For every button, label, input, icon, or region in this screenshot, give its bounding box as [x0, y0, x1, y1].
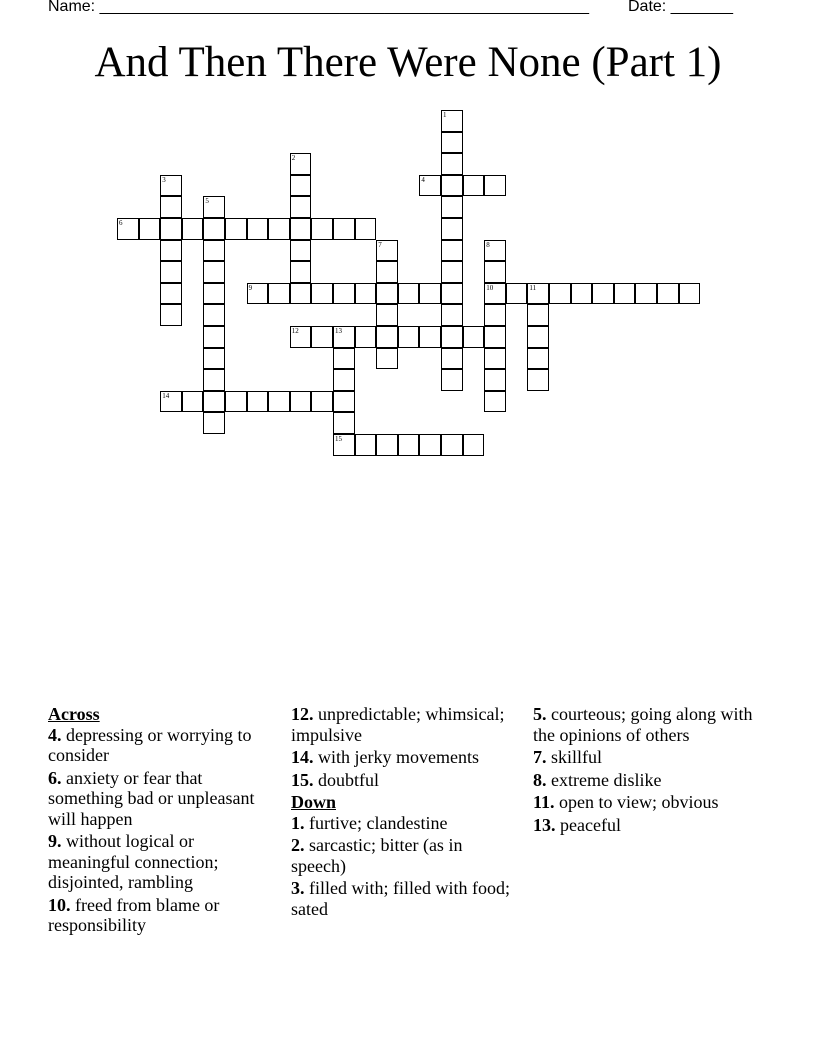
clue-across-4	[48, 725, 273, 766]
clue-down-7	[533, 747, 773, 768]
crossword-cell[interactable]	[398, 434, 420, 456]
crossword-cell[interactable]	[419, 175, 441, 197]
crossword-cell[interactable]	[527, 348, 549, 370]
crossword-cell[interactable]	[484, 326, 506, 348]
crossword-cell[interactable]	[527, 283, 549, 305]
crossword-cell[interactable]	[268, 391, 290, 413]
crossword-cell[interactable]	[333, 218, 355, 240]
clue-number: 13.	[533, 814, 556, 835]
cell-number: 13	[335, 327, 342, 335]
crossword-cell[interactable]	[635, 283, 657, 305]
crossword-cell[interactable]	[441, 304, 463, 326]
crossword-cell[interactable]	[290, 175, 312, 197]
crossword-cell[interactable]	[247, 283, 269, 305]
crossword-cell[interactable]	[484, 175, 506, 197]
clue-text: freed from blame or responsibility	[48, 894, 220, 935]
clue-number: 14.	[291, 747, 314, 767]
crossword-cell[interactable]	[419, 434, 441, 456]
crossword-cell[interactable]	[441, 261, 463, 283]
page-title: And Then There Were None (Part 1)	[94, 39, 722, 86]
crossword-cell[interactable]	[484, 240, 506, 262]
crossword-cell[interactable]	[463, 326, 485, 348]
crossword-cell[interactable]	[441, 175, 463, 197]
clue-across-9	[48, 831, 273, 893]
crossword-cell[interactable]	[527, 369, 549, 391]
crossword-cell[interactable]	[333, 283, 355, 305]
clue-text: filled with; filled with food; sated	[291, 878, 510, 919]
crossword-cell[interactable]	[247, 391, 269, 413]
crossword-cell[interactable]	[160, 196, 182, 218]
clue-text: unpredictable; whimsical; impulsive	[291, 704, 505, 745]
clue-number: 8.	[533, 769, 547, 790]
clue-down-5	[533, 704, 773, 745]
crossword-cell[interactable]	[571, 283, 593, 305]
crossword-cell[interactable]	[117, 218, 139, 240]
clue-down-3	[291, 878, 516, 919]
crossword-cell[interactable]	[441, 196, 463, 218]
crossword-cell[interactable]	[225, 391, 247, 413]
crossword-cell[interactable]	[290, 240, 312, 262]
crossword-cell[interactable]	[160, 261, 182, 283]
crossword-grid	[0, 0, 816, 470]
clue-text: anxiety or fear that something bad or unpleasant will happen	[48, 767, 255, 829]
crossword-cell[interactable]	[441, 348, 463, 370]
crossword-cell[interactable]	[160, 283, 182, 305]
crossword-cell[interactable]	[203, 240, 225, 262]
cell-number: 1	[443, 111, 447, 119]
cell-number: 12	[291, 327, 299, 335]
clue-number: 4.	[48, 724, 62, 745]
crossword-cell[interactable]	[484, 304, 506, 326]
crossword-cell[interactable]	[419, 283, 441, 305]
crossword-cell[interactable]	[311, 218, 333, 240]
clue-number: 10.	[48, 894, 71, 915]
crossword-cell[interactable]	[484, 283, 506, 305]
clue-across-12	[291, 704, 516, 745]
crossword-cell[interactable]	[203, 196, 225, 218]
across-heading: Across	[48, 704, 100, 724]
clue-text: skillful	[551, 747, 603, 767]
cell-number: 9	[248, 283, 253, 292]
crossword-cell[interactable]	[203, 304, 225, 326]
crossword-cell[interactable]	[333, 412, 355, 434]
crossword-cell[interactable]	[376, 261, 398, 283]
crossword-cell[interactable]	[290, 261, 312, 283]
clue-text: sarcastic; bitter (as in speech)	[291, 835, 463, 876]
crossword-cell[interactable]	[441, 326, 463, 348]
crossword-cell[interactable]	[614, 283, 636, 305]
crossword-cell[interactable]	[376, 434, 398, 456]
cell-number: 5	[205, 197, 209, 206]
crossword-cell[interactable]	[376, 283, 398, 305]
clue-number: 1.	[291, 812, 305, 833]
crossword-cell[interactable]	[441, 132, 463, 154]
crossword-cell[interactable]	[160, 240, 182, 262]
clue-number: 12.	[291, 704, 314, 724]
cell-number: 11	[529, 283, 537, 292]
crossword-cell[interactable]	[290, 391, 312, 413]
clue-text: peaceful	[560, 814, 621, 835]
crossword-cell[interactable]	[203, 412, 225, 434]
cell-number: 4	[421, 175, 425, 184]
crossword-cell[interactable]	[203, 283, 225, 305]
cell-number: 7	[378, 240, 382, 249]
crossword-cell[interactable]	[290, 326, 312, 348]
crossword-cell[interactable]	[182, 391, 204, 413]
cell-number: 10	[486, 283, 494, 292]
crossword-cell[interactable]	[203, 261, 225, 283]
crossword-cell[interactable]	[311, 391, 333, 413]
crossword-cell[interactable]	[203, 369, 225, 391]
crossword-cell[interactable]	[139, 218, 161, 240]
crossword-cell[interactable]	[355, 218, 377, 240]
crossword-cell[interactable]	[549, 283, 571, 305]
crossword-cell[interactable]	[441, 218, 463, 240]
clue-number: 6.	[48, 767, 62, 788]
crossword-cell[interactable]	[376, 304, 398, 326]
crossword-cell[interactable]	[290, 283, 312, 305]
crossword-cell[interactable]	[355, 326, 377, 348]
crossword-cell[interactable]	[203, 348, 225, 370]
crossword-cell[interactable]	[182, 218, 204, 240]
crossword-cell[interactable]	[311, 326, 333, 348]
crossword-cell[interactable]	[333, 391, 355, 413]
crossword-cell[interactable]	[679, 283, 701, 305]
crossword-cell[interactable]	[376, 326, 398, 348]
clue-down-1	[291, 813, 516, 834]
crossword-cell[interactable]	[333, 369, 355, 391]
crossword-cell[interactable]	[419, 326, 441, 348]
crossword-cell[interactable]	[527, 304, 549, 326]
crossword-cell[interactable]	[527, 326, 549, 348]
crossword-cell[interactable]	[441, 369, 463, 391]
crossword-cell[interactable]	[160, 391, 182, 413]
crossword-cell[interactable]	[268, 218, 290, 240]
crossword-cell[interactable]	[225, 218, 247, 240]
crossword-cell[interactable]	[441, 240, 463, 262]
clue-text: depressing or worrying to consider	[48, 724, 252, 765]
name-field-label: Name: _______________________________________________________	[48, 0, 589, 15]
clue-down-8	[533, 770, 773, 791]
crossword-cell[interactable]	[441, 434, 463, 456]
crossword-cell[interactable]	[484, 348, 506, 370]
clue-text: furtive; clandestine	[309, 812, 448, 833]
clue-down-13	[533, 815, 773, 836]
clue-text: doubtful	[318, 769, 379, 790]
clue-number: 5.	[533, 704, 547, 724]
clue-across-6	[48, 768, 273, 830]
crossword-cell[interactable]	[484, 261, 506, 283]
clue-down-2	[291, 835, 516, 876]
crossword-cell[interactable]	[376, 240, 398, 262]
crossword-cell[interactable]	[592, 283, 614, 305]
crossword-cell[interactable]	[376, 348, 398, 370]
crossword-cell[interactable]	[657, 283, 679, 305]
clue-across-15	[291, 770, 516, 791]
clue-down-11	[533, 792, 773, 813]
cell-number: 8	[486, 240, 490, 249]
clue-text: extreme dislike	[551, 769, 662, 790]
clue-across-14	[291, 747, 516, 768]
cell-number: 3	[162, 175, 166, 184]
date-field-label: Date: _______	[628, 0, 733, 15]
clue-number: 7.	[533, 747, 547, 767]
crossword-cell[interactable]	[463, 175, 485, 197]
clue-text: without logical or meaningful connection; disjointed, rambling	[48, 831, 219, 892]
down-heading: Down	[291, 792, 337, 812]
crossword-cell[interactable]	[311, 283, 333, 305]
crossword-cell[interactable]	[333, 326, 355, 348]
clue-column-3	[533, 704, 773, 837]
clue-number: 9.	[48, 831, 62, 851]
crossword-cell[interactable]	[203, 218, 225, 240]
crossword-cell[interactable]	[203, 326, 225, 348]
cell-number: 15	[335, 435, 342, 443]
clue-number: 2.	[291, 835, 305, 855]
crossword-cell[interactable]	[290, 218, 312, 240]
crossword-cell[interactable]	[333, 434, 355, 456]
clue-text: open to view; obvious	[559, 792, 719, 812]
crossword-cell[interactable]	[441, 283, 463, 305]
crossword-cell[interactable]	[484, 369, 506, 391]
clue-across-10	[48, 895, 273, 936]
crossword-cell[interactable]	[247, 218, 269, 240]
crossword-cell[interactable]	[333, 348, 355, 370]
clue-text: courteous; going along with the opinions of others	[533, 704, 753, 745]
crossword-cell[interactable]	[355, 283, 377, 305]
crossword-cell[interactable]	[441, 153, 463, 175]
crossword-cell[interactable]	[463, 434, 485, 456]
crossword-cell[interactable]	[160, 175, 182, 197]
cell-number: 6	[119, 219, 123, 227]
crossword-cell[interactable]	[398, 326, 420, 348]
crossword-cell[interactable]	[484, 391, 506, 413]
crossword-cell[interactable]	[290, 153, 312, 175]
crossword-cell[interactable]	[398, 283, 420, 305]
clue-text: with jerky movements	[318, 747, 479, 767]
clue-column-1	[48, 704, 273, 938]
crossword-cell[interactable]	[268, 283, 290, 305]
crossword-cell[interactable]	[160, 218, 182, 240]
clue-column-2	[291, 704, 516, 921]
cell-number: 2	[291, 154, 296, 163]
cell-number: 14	[162, 391, 170, 400]
crossword-cell[interactable]	[160, 304, 182, 326]
crossword-cell[interactable]	[506, 283, 528, 305]
clue-number: 15.	[291, 769, 314, 790]
crossword-cell[interactable]	[355, 434, 377, 456]
crossword-cell[interactable]	[290, 196, 312, 218]
clue-number: 11.	[533, 792, 555, 812]
clue-number: 3.	[291, 878, 305, 898]
crossword-cell[interactable]	[203, 391, 225, 413]
crossword-cell[interactable]	[441, 110, 463, 132]
